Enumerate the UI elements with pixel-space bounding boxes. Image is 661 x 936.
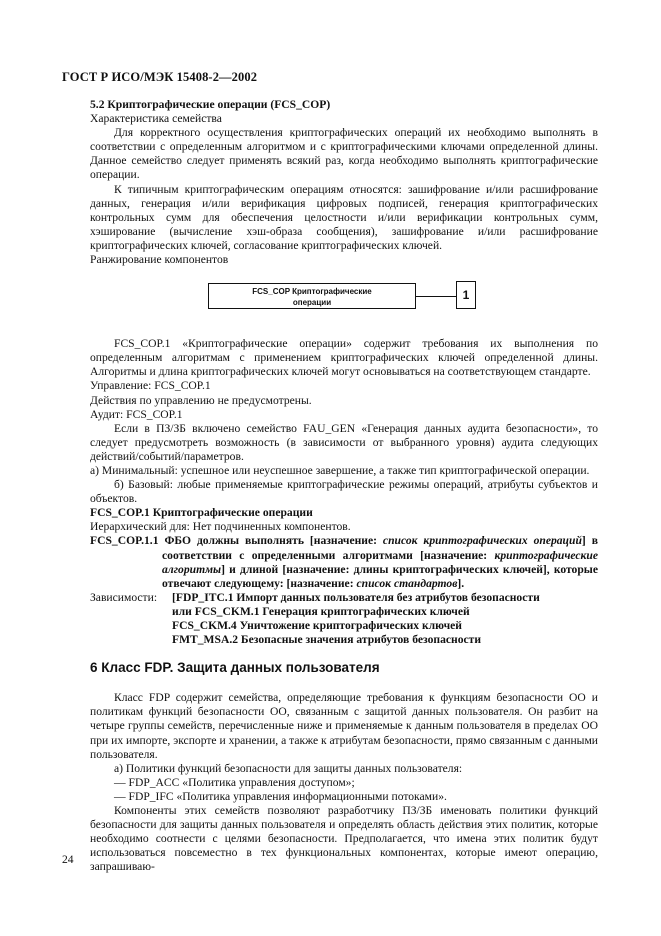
element-fcs-cop-1-1 <box>90 534 598 590</box>
hierarchical-text: Иерархический для: Нет подчиненных компонентов. <box>90 520 351 534</box>
page-number: 24 <box>62 853 74 866</box>
section-title: 5.2 Криптографические операции (FCS_COP) <box>90 98 331 111</box>
component-title: FCS_COP.1 Криптографические операции <box>90 506 313 520</box>
family-characteristic-text: Для корректного осуществления криптографических операций их необходимо выполнять в соответствии с определенным алгоритмом и с криптографическими ключами определенной длины. Данное семейство следует применять всякий раз, когда необходимо выполнять криптографические операции. <box>90 126 598 182</box>
management-text: Действия по управлению не предусмотрены. <box>90 393 312 407</box>
element-assignment-2: криптографические алгоритмы <box>162 548 599 576</box>
diagram-family-line2: операции <box>292 298 332 308</box>
audit-text: Если в ПЗ/ЗБ включено семейство FAU_GEN «Генерация данных аудита безопасности», то следует предусмотреть возможность (в зависимости от выбранного уровня) аудита следующих действий/событий/параметров. <box>90 421 598 463</box>
cop1-description: FCS_COP.1 «Криптографические операции» содержит требования их выполнения по определенным алгоритмам с применением криптографических ключей определенной длины. Алгоритмы и длина криптографических ключей могут основываться на соответствующем стандарте. <box>90 337 598 379</box>
dependencies-list <box>172 591 598 647</box>
fdp-ifc-item: — FDP_IFC «Политика управления информационными потоками». <box>114 789 447 803</box>
fdp-acc-item: — FDP_ACC «Политика управления доступом»; <box>114 775 355 789</box>
fdp-intro: Класс FDP содержит семейства, определяющие требования к функциям безопасности ОО и политикам функций безопасности ОО, связанным с защитой данных пользователя. Он разбит на четыре группы семейств, перечисленные ниже и применяемые к данным пользователя в пределах ОО при их импорте, экспорте и хранении, а также к атрибутам безопасности, прямо связанным с данными пользователя. <box>90 691 598 761</box>
dependency-item: или FCS_CKM.1 Генерация криптографических ключей <box>172 604 470 618</box>
element-text-4: ]. <box>457 576 465 590</box>
dependency-item: FCS_CKM.4 Уничтожение криптографических ключей <box>172 619 462 632</box>
management-label: Управление: FCS_COP.1 <box>90 379 211 393</box>
component-ranking-diagram <box>90 277 598 327</box>
ranking-label: Ранжирование компонентов <box>90 253 229 267</box>
element-text-2: ] в соответствии с определенными алгоритмами [назначение: <box>162 534 598 562</box>
diagram-connector <box>416 296 456 297</box>
element-assignment-3: список стандартов <box>356 576 458 590</box>
fdp-components-text: Компоненты этих семейств позволяют разработчику ПЗ/ЗБ именовать политики функций безопасности для защиты данных пользователя и определять область действия этих политик, которые необходимо соотнести с целями безопасности. Предполагается, что имена этих политик будут использоваться повсеместно в тех функциональных компонентах, которые имеют операцию, запрашиваю- <box>90 804 598 874</box>
audit-label: Аудит: FCS_COP.1 <box>90 407 183 421</box>
typical-operations-text: К типичным криптографическим операциям относятся: зашифрование и/или расшифрование данных, генерация и/или верификация цифровых подписей, генерация криптографических контрольных сумм для обеспечения целостности и/или верификации контрольных сумм, хэширование (вычисление хэш-образа сообщения), зашифрование и/или расшифрование криптографических ключей, согласование криптографических ключей. <box>90 182 598 252</box>
dependency-item: FMT_MSA.2 Безопасные значения атрибутов безопасности <box>172 633 482 647</box>
audit-basic: б) Базовый: любые применяемые криптографические режимы операций, атрибуты субъектов и объектов. <box>90 478 598 506</box>
dependencies <box>90 591 598 647</box>
element-assignment-1: список криптографических операций <box>382 534 582 548</box>
diagram-family-line1: FCS_COP Криптографические <box>252 287 372 297</box>
dependencies-label: Зависимости: <box>90 590 158 604</box>
class-title: 6 Класс FDP. Защита данных пользователя <box>90 660 380 676</box>
audit-minimal: а) Минимальный: успешное или неуспешное завершение, а также тип криптографической операции. <box>90 463 590 477</box>
page-header: ГОСТ Р ИСО/МЭК 15408-2—2002 <box>62 70 258 84</box>
dependency-item: [FDP_ITC.1 Импорт данных пользователя без атрибутов безопасности <box>172 590 540 604</box>
page-body <box>90 98 598 875</box>
diagram-family-box <box>208 283 416 309</box>
family-characteristic-label: Характеристика семейства <box>90 112 222 126</box>
diagram-component-number: 1 <box>456 281 476 309</box>
element-text-3: ] и длиной [назначение: длины криптографических ключей], которые отвечают следующему: [назначение: <box>162 562 598 590</box>
element-text-1: FCS_COP.1.1 ФБО должны выполнять [назначение: <box>90 534 377 548</box>
fdp-policies-heading: а) Политики функций безопасности для защиты данных пользователя: <box>114 761 463 775</box>
